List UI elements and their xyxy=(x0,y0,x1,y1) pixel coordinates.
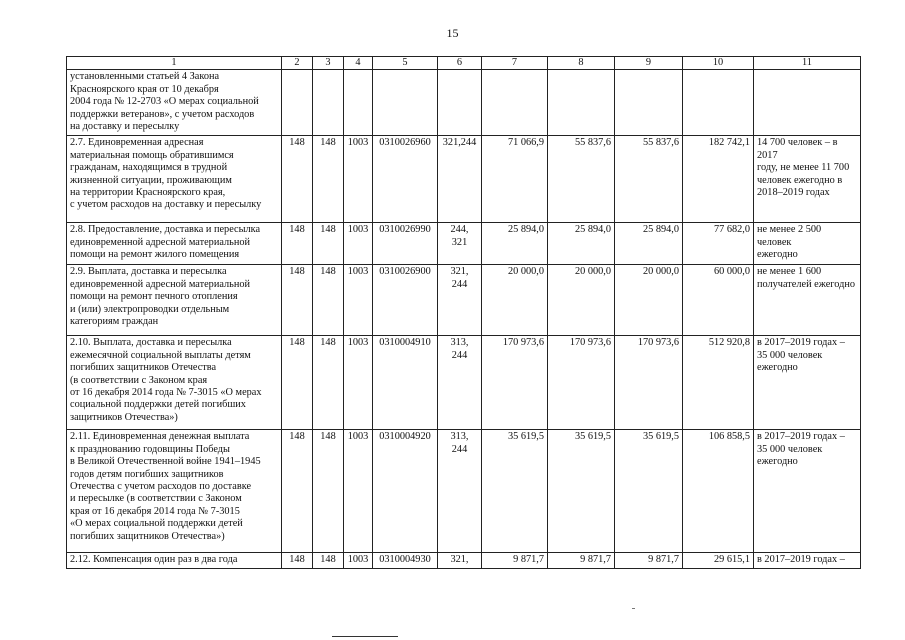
column-header: 2 xyxy=(282,57,313,70)
table-cell-3 xyxy=(313,336,344,430)
table-cell-4 xyxy=(344,553,373,568)
cell-value: 148 xyxy=(320,337,336,349)
measure-description: 2.12. Компенсация один раз в два года xyxy=(70,554,238,566)
table-cell-10 xyxy=(683,430,754,553)
table-cell-7 xyxy=(482,136,548,223)
cell-value: 148 xyxy=(289,431,305,443)
cell-value: 0310004910 xyxy=(379,337,431,349)
cell-value: 55 837,6 xyxy=(642,137,679,149)
measure-description: 2.9. Выплата, доставка и пересылка единовременной адресной материальной помощи на ремонт печного отопления и (или) электропроводки отдельным категориям граждан xyxy=(70,266,251,328)
table-cell-2 xyxy=(282,223,313,265)
table-row xyxy=(67,136,861,223)
table-cell-10 xyxy=(683,223,754,265)
table-cell-5 xyxy=(373,70,438,136)
cell-value: 170 973,6 xyxy=(637,337,679,349)
cell-value: 148 xyxy=(320,224,336,236)
cell-value: 0310004930 xyxy=(379,554,431,566)
table-cell-2 xyxy=(282,265,313,336)
table-cell-9 xyxy=(615,136,683,223)
table-cell-11 xyxy=(754,70,861,136)
table-cell-6 xyxy=(438,223,482,265)
table-cell-2 xyxy=(282,136,313,223)
expected-result: в 2017–2019 годах – 35 000 человек ежегодно xyxy=(757,337,845,374)
table-row xyxy=(67,336,861,430)
cell-value: 25 894,0 xyxy=(507,224,544,236)
cell-value: 148 xyxy=(320,431,336,443)
table-cell-7 xyxy=(482,553,548,568)
cell-value: 60 000,0 xyxy=(713,266,750,278)
column-header: 4 xyxy=(344,57,373,70)
table-row xyxy=(67,70,861,136)
cell-value: 0310004920 xyxy=(379,431,431,443)
cell-value: 148 xyxy=(289,554,305,566)
table-cell-11 xyxy=(754,136,861,223)
table-cell-9 xyxy=(615,430,683,553)
table-cell-9 xyxy=(615,70,683,136)
cell-value: 20 000,0 xyxy=(574,266,611,278)
table-cell-5 xyxy=(373,553,438,568)
table-cell-10 xyxy=(683,136,754,223)
table-cell-6 xyxy=(438,336,482,430)
cell-value: 148 xyxy=(320,554,336,566)
table-cell-3 xyxy=(313,70,344,136)
table-cell-7 xyxy=(482,265,548,336)
cell-value: 35 619,5 xyxy=(642,431,679,443)
table-cell-11 xyxy=(754,430,861,553)
table-cell-8 xyxy=(548,336,615,430)
table-cell-11 xyxy=(754,336,861,430)
cell-value: 20 000,0 xyxy=(507,266,544,278)
cell-value: 148 xyxy=(320,266,336,278)
column-header: 3 xyxy=(313,57,344,70)
cell-value: 313, 244 xyxy=(450,431,469,455)
column-header: 1 xyxy=(67,57,282,70)
table-cell-5 xyxy=(373,336,438,430)
measure-description: 2.11. Единовременная денежная выплата к празднованию годовщины Победы в Великой Отечественной войне 1941–1945 годов детям погибших защитников Отечества с учетом расходов по доставке и пересылке (в соответствии с Законом края от 16 декабря 2014 года № 7-3015 «О мерах социальной поддержки детей погибших защитников Отечества») xyxy=(70,431,261,542)
cell-value: 148 xyxy=(320,137,336,149)
table-cell-2 xyxy=(282,70,313,136)
cell-value: 321,244 xyxy=(442,137,477,149)
cell-value: 25 894,0 xyxy=(574,224,611,236)
table-cell-1 xyxy=(67,136,282,223)
cell-value: 313, 244 xyxy=(450,337,469,361)
table-cell-2 xyxy=(282,553,313,568)
table-cell-2 xyxy=(282,336,313,430)
table-cell-4 xyxy=(344,70,373,136)
column-header: 7 xyxy=(482,57,548,70)
table-cell-2 xyxy=(282,430,313,553)
cell-value: 77 682,0 xyxy=(713,224,750,236)
measure-description: установленными статьей 4 Закона Красноярского края от 10 декабря 2004 года № 12-2703 «О мерах социальной поддержки ветеранов», с учетом расходов на доставку и пересылку xyxy=(70,71,259,133)
cell-value: 1003 xyxy=(347,224,369,236)
cell-value: 321, 244 xyxy=(450,266,469,290)
cell-value: 35 619,5 xyxy=(507,431,544,443)
table-cell-10 xyxy=(683,265,754,336)
header-row xyxy=(67,57,861,70)
table-cell-1 xyxy=(67,430,282,553)
table-cell-7 xyxy=(482,430,548,553)
column-header: 10 xyxy=(683,57,754,70)
table-cell-8 xyxy=(548,136,615,223)
table-cell-7 xyxy=(482,223,548,265)
table-cell-9 xyxy=(615,265,683,336)
table-cell-10 xyxy=(683,336,754,430)
table-row xyxy=(67,553,861,568)
table-cell-5 xyxy=(373,430,438,553)
table-cell-1 xyxy=(67,336,282,430)
table-cell-9 xyxy=(615,336,683,430)
table-cell-6 xyxy=(438,136,482,223)
cell-value: 1003 xyxy=(347,337,369,349)
column-header: 9 xyxy=(615,57,683,70)
column-header: 8 xyxy=(548,57,615,70)
table-cell-5 xyxy=(373,136,438,223)
cell-value: 0310026900 xyxy=(379,266,431,278)
scan-speck xyxy=(632,608,635,609)
cell-value: 148 xyxy=(289,224,305,236)
cell-value: 55 837,6 xyxy=(574,137,611,149)
table-cell-8 xyxy=(548,553,615,568)
table-row xyxy=(67,265,861,336)
column-header: 5 xyxy=(373,57,438,70)
cell-value: 512 920,8 xyxy=(708,337,750,349)
cell-value: 9 871,7 xyxy=(580,554,611,566)
table-cell-3 xyxy=(313,430,344,553)
table-cell-8 xyxy=(548,223,615,265)
table-cell-9 xyxy=(615,553,683,568)
table-cell-8 xyxy=(548,265,615,336)
measure-description: 2.10. Выплата, доставка и пересылка ежемесячной социальной выплаты детям погибших защитников Отечества (в соответствии с Законом края от 16 декабря 2014 года № 7-3015 «О мерах социальной поддержки детей погибших защитников Отечества») xyxy=(70,337,262,423)
table-cell-3 xyxy=(313,136,344,223)
expected-result: в 2017–2019 годах – 35 000 человек ежегодно xyxy=(757,431,845,468)
cell-value: 0310026960 xyxy=(379,137,431,149)
table-cell-1 xyxy=(67,223,282,265)
table-cell-8 xyxy=(548,430,615,553)
table-cell-8 xyxy=(548,70,615,136)
cell-value: 25 894,0 xyxy=(642,224,679,236)
table-cell-1 xyxy=(67,70,282,136)
cell-value: 1003 xyxy=(347,137,369,149)
measure-description: 2.8. Предоставление, доставка и пересылка единовременной адресной материальной помощи на ремонт жилого помещения xyxy=(70,224,261,261)
cell-value: 9 871,7 xyxy=(648,554,679,566)
cell-value: 1003 xyxy=(347,431,369,443)
table-cell-6 xyxy=(438,430,482,553)
cell-value: 1003 xyxy=(347,266,369,278)
cell-value: 71 066,9 xyxy=(507,137,544,149)
expected-result: не менее 1 600 получателей ежегодно xyxy=(757,266,855,290)
footer-rule xyxy=(332,636,398,637)
cell-value: 170 973,6 xyxy=(569,337,611,349)
table-cell-11 xyxy=(754,553,861,568)
table-cell-4 xyxy=(344,136,373,223)
budget-table xyxy=(66,56,861,569)
cell-value: 148 xyxy=(289,337,305,349)
table-cell-7 xyxy=(482,336,548,430)
column-header: 11 xyxy=(754,57,861,70)
cell-value: 148 xyxy=(289,137,305,149)
table-cell-4 xyxy=(344,265,373,336)
table-cell-11 xyxy=(754,223,861,265)
cell-value: 170 973,6 xyxy=(502,337,544,349)
table-cell-3 xyxy=(313,223,344,265)
cell-value: 35 619,5 xyxy=(574,431,611,443)
table-cell-3 xyxy=(313,553,344,568)
table-row xyxy=(67,223,861,265)
expected-result: 14 700 человек – в 2017 году, не менее 11 700 человек ежегодно в 2018–2019 годах xyxy=(757,137,850,199)
table-cell-4 xyxy=(344,223,373,265)
column-header: 6 xyxy=(438,57,482,70)
cell-value: 244, 321 xyxy=(450,224,469,248)
expected-result: в 2017–2019 годах – xyxy=(757,554,845,566)
cell-value: 9 871,7 xyxy=(513,554,544,566)
table-cell-6 xyxy=(438,553,482,568)
cell-value: 20 000,0 xyxy=(642,266,679,278)
cell-value: 182 742,1 xyxy=(708,137,750,149)
cell-value: 106 858,5 xyxy=(708,431,750,443)
table-cell-4 xyxy=(344,336,373,430)
page-number: 15 xyxy=(446,26,459,40)
table-cell-10 xyxy=(683,70,754,136)
table-cell-6 xyxy=(438,70,482,136)
cell-value: 0310026990 xyxy=(379,224,431,236)
expected-result: не менее 2 500 человек ежегодно xyxy=(757,224,822,261)
table-cell-7 xyxy=(482,70,548,136)
table-cell-9 xyxy=(615,223,683,265)
table-cell-3 xyxy=(313,265,344,336)
cell-value: 1003 xyxy=(347,554,369,566)
table-cell-1 xyxy=(67,553,282,568)
table-row xyxy=(67,430,861,553)
cell-value: 148 xyxy=(289,266,305,278)
cell-value: 321, xyxy=(450,554,469,566)
table-cell-4 xyxy=(344,430,373,553)
table-cell-5 xyxy=(373,265,438,336)
measure-description: 2.7. Единовременная адресная материальная помощь обратившимся гражданам, находящимся в трудной жизненной ситуации, проживающим на территории Красноярского края, с учетом расходов на доставку и пересылку xyxy=(70,137,262,211)
table-cell-11 xyxy=(754,265,861,336)
table-cell-6 xyxy=(438,265,482,336)
table-cell-10 xyxy=(683,553,754,568)
table-cell-5 xyxy=(373,223,438,265)
cell-value: 29 615,1 xyxy=(713,554,750,566)
table-cell-1 xyxy=(67,265,282,336)
